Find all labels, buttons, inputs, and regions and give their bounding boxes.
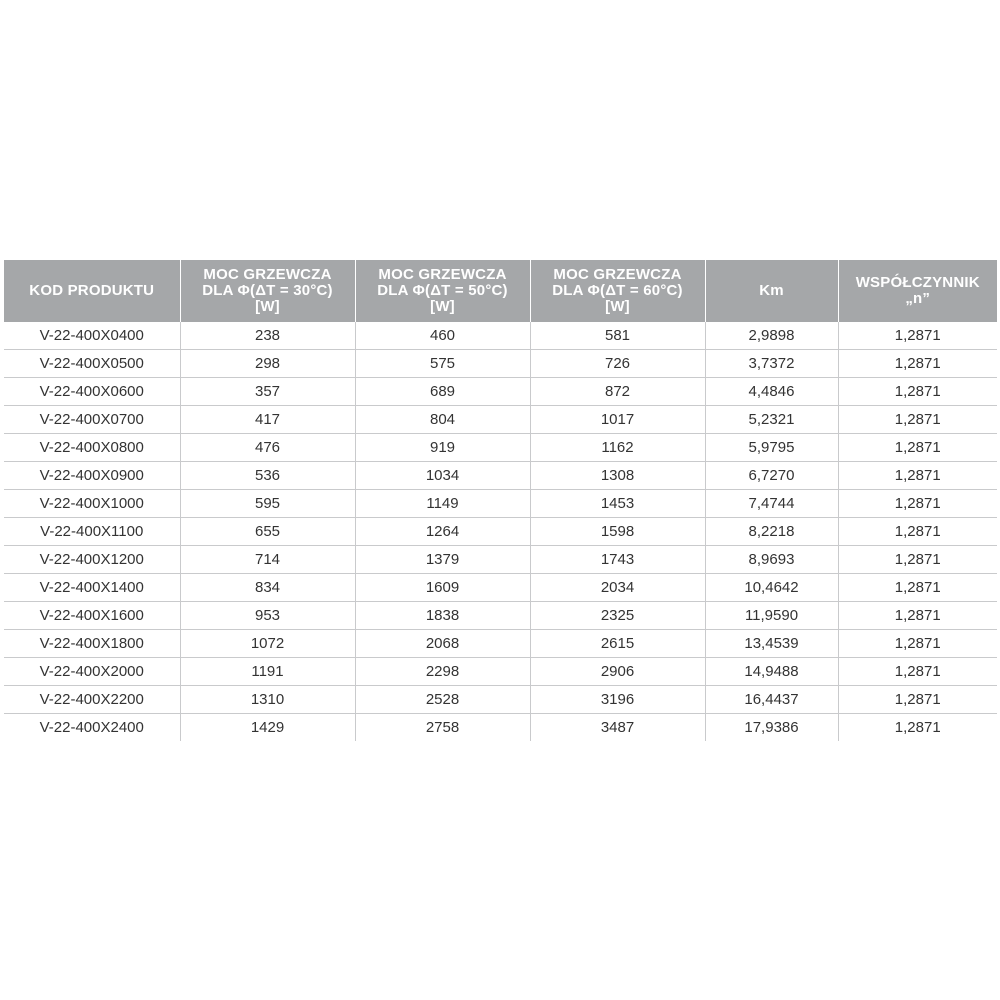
power-dt50-cell: 689 — [355, 378, 530, 406]
power-dt30-cell: 1310 — [180, 686, 355, 714]
km-cell: 8,9693 — [705, 546, 838, 574]
power-dt60-cell: 1453 — [530, 490, 705, 518]
header-line: DLA Φ(ΔT = 50°C) — [377, 282, 508, 299]
km-cell: 13,4539 — [705, 630, 838, 658]
table-row — [4, 490, 997, 518]
coefficient-n-cell: 1,2871 — [838, 546, 997, 574]
product-code-cell: V-22-400X1400 — [4, 574, 180, 602]
coefficient-n-cell: 1,2871 — [838, 574, 997, 602]
power-dt50-cell: 1034 — [355, 462, 530, 490]
header-power-dt30 — [180, 260, 355, 322]
table-row — [4, 546, 997, 574]
table-row — [4, 518, 997, 546]
km-cell: 11,9590 — [705, 602, 838, 630]
header-line: KOD PRODUKTU — [29, 282, 155, 299]
header-row — [4, 260, 997, 322]
km-cell: 3,7372 — [705, 350, 838, 378]
power-dt30-cell: 595 — [180, 490, 355, 518]
product-code-cell: V-22-400X2000 — [4, 658, 180, 686]
power-dt30-cell: 1429 — [180, 714, 355, 742]
power-dt60-cell: 2034 — [530, 574, 705, 602]
power-dt60-cell: 872 — [530, 378, 705, 406]
power-dt60-cell: 2906 — [530, 658, 705, 686]
power-dt30-cell: 834 — [180, 574, 355, 602]
power-dt50-cell: 1609 — [355, 574, 530, 602]
table-row — [4, 630, 997, 658]
power-dt50-cell: 1149 — [355, 490, 530, 518]
power-dt30-cell: 536 — [180, 462, 355, 490]
header-line: MOC GRZEWCZA — [378, 266, 507, 283]
header-line: [W] — [255, 298, 280, 315]
coefficient-n-cell: 1,2871 — [838, 518, 997, 546]
coefficient-n-cell: 1,2871 — [838, 714, 997, 742]
product-code-cell: V-22-400X2400 — [39, 719, 144, 736]
coefficient-n-cell: 1,2871 — [838, 602, 997, 630]
km-cell: 10,4642 — [705, 574, 838, 602]
power-dt30-cell: 714 — [180, 546, 355, 574]
table-row — [4, 378, 997, 406]
power-dt30-cell: 1072 — [180, 630, 355, 658]
table-row — [4, 658, 997, 686]
header-power-dt50 — [355, 260, 530, 322]
power-dt50-cell: 1379 — [355, 546, 530, 574]
km-cell: 16,4437 — [705, 686, 838, 714]
product-code-cell: V-22-400X0500 — [4, 350, 180, 378]
power-dt30-cell: 417 — [180, 406, 355, 434]
km-cell: 2,9898 — [705, 322, 838, 350]
coefficient-n-cell: 1,2871 — [838, 686, 997, 714]
coefficient-n-cell: 1,2871 — [838, 350, 997, 378]
product-table — [4, 260, 997, 741]
power-dt30-cell: 1191 — [180, 658, 355, 686]
km-cell: 4,4846 — [705, 378, 838, 406]
product-code-cell: V-22-400X0700 — [4, 406, 180, 434]
power-dt30-cell: 476 — [180, 434, 355, 462]
table-row — [4, 350, 997, 378]
table-row — [4, 714, 997, 742]
km-cell: 14,9488 — [705, 658, 838, 686]
coefficient-n-cell: 1,2871 — [838, 434, 997, 462]
power-dt50-cell: 2298 — [355, 658, 530, 686]
power-dt60-cell: 2325 — [530, 602, 705, 630]
power-dt60-cell: 3487 — [530, 714, 705, 742]
header-product-code — [4, 260, 180, 322]
table-row — [4, 602, 997, 630]
product-table-container — [4, 260, 997, 741]
power-dt50-cell: 575 — [355, 350, 530, 378]
table-body — [4, 322, 997, 741]
power-dt60-cell: 1017 — [530, 406, 705, 434]
power-dt60-cell: 726 — [530, 350, 705, 378]
coefficient-n-cell: 1,2871 — [838, 658, 997, 686]
header-line: WSPÓŁCZYNNIK — [855, 274, 980, 291]
km-cell: 6,7270 — [705, 462, 838, 490]
km-cell: 8,2218 — [705, 518, 838, 546]
power-dt60-cell: 1162 — [530, 434, 705, 462]
coefficient-n-cell: 1,2871 — [838, 378, 997, 406]
header-line: „n” — [905, 290, 931, 307]
table-row — [4, 406, 997, 434]
km-cell: 5,9795 — [705, 434, 838, 462]
coefficient-n-cell: 1,2871 — [838, 406, 997, 434]
km-cell: 17,9386 — [705, 714, 838, 742]
power-dt50-cell: 2068 — [355, 630, 530, 658]
km-cell: 7,4744 — [705, 490, 838, 518]
power-dt50-cell: 804 — [355, 406, 530, 434]
power-dt50-cell: 460 — [355, 322, 530, 350]
header-line: MOC GRZEWCZA — [553, 266, 682, 283]
header-coefficient-n — [838, 260, 997, 322]
power-dt30-cell: 238 — [180, 322, 355, 350]
product-code-cell: V-22-400X1800 — [4, 630, 180, 658]
table-row — [4, 574, 997, 602]
power-dt60-cell: 3196 — [530, 686, 705, 714]
power-dt60-cell: 1598 — [530, 518, 705, 546]
header-line: DLA Φ(ΔT = 30°C) — [202, 282, 333, 299]
power-dt50-cell: 1264 — [355, 518, 530, 546]
product-code-cell: V-22-400X0600 — [4, 378, 180, 406]
product-code-cell: V-22-400X1600 — [4, 602, 180, 630]
product-code-cell: V-22-400X1100 — [4, 518, 180, 546]
table-row — [4, 462, 997, 490]
header-line: Km — [759, 282, 784, 299]
power-dt60-cell: 581 — [530, 322, 705, 350]
product-code-cell: V-22-400X2200 — [4, 686, 180, 714]
table-header — [4, 260, 997, 322]
product-code-cell: V-22-400X0800 — [4, 434, 180, 462]
header-power-dt60 — [530, 260, 705, 322]
table-row — [4, 686, 997, 714]
product-code-cell: V-22-400X1200 — [4, 546, 180, 574]
coefficient-n-cell: 1,2871 — [838, 462, 997, 490]
power-dt60-cell: 1743 — [530, 546, 705, 574]
table-row — [4, 322, 997, 350]
power-dt30-cell: 357 — [180, 378, 355, 406]
product-code-cell: V-22-400X1000 — [4, 490, 180, 518]
power-dt30-cell: 655 — [180, 518, 355, 546]
power-dt50-cell: 1838 — [355, 602, 530, 630]
km-cell: 5,2321 — [705, 406, 838, 434]
header-line: [W] — [430, 298, 455, 315]
power-dt30-cell: 953 — [180, 602, 355, 630]
product-code-cell: V-22-400X0900 — [4, 462, 180, 490]
power-dt50-cell: 2528 — [355, 686, 530, 714]
power-dt60-cell: 2615 — [530, 630, 705, 658]
header-line: MOC GRZEWCZA — [203, 266, 332, 283]
coefficient-n-cell: 1,2871 — [838, 630, 997, 658]
power-dt50-cell: 919 — [355, 434, 530, 462]
coefficient-n-cell: 1,2871 — [838, 490, 997, 518]
coefficient-n-cell: 1,2871 — [838, 322, 997, 350]
table-row — [4, 434, 997, 462]
power-dt30-cell: 298 — [180, 350, 355, 378]
header-line: [W] — [605, 298, 630, 315]
power-dt50-cell: 2758 — [355, 714, 530, 742]
header-line: DLA Φ(ΔT = 60°C) — [552, 282, 683, 299]
power-dt60-cell: 1308 — [530, 462, 705, 490]
header-km — [705, 260, 838, 322]
product-code-cell: V-22-400X0400 — [4, 322, 180, 350]
